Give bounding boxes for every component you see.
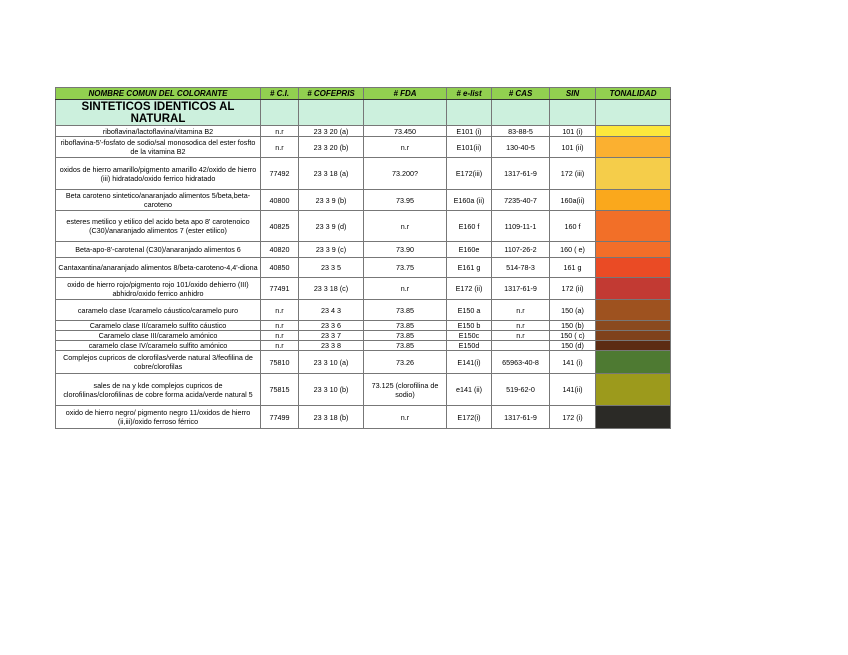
table-row [56,341,671,351]
sin-cell: 150 (d) [550,341,596,351]
sin-cell: 150 (a) [550,300,596,321]
cas-cell [492,341,550,351]
table-row [56,406,671,429]
fda-cell: 73.85 [364,321,447,331]
sin-cell: 172 (i) [550,406,596,429]
col-header-cas: # CAS [492,88,550,100]
tonalidad-swatch [596,258,671,278]
elist-cell: E161 g [447,258,492,278]
cas-cell: 7235-40-7 [492,190,550,211]
ci-cell: 75815 [261,374,299,406]
sin-cell: 160 ( e) [550,242,596,258]
cofepris-cell: 23 3 6 [299,321,364,331]
cofepris-cell: 23 3 9 (c) [299,242,364,258]
cofepris-cell: 23 3 8 [299,341,364,351]
cas-cell: 65963-40-8 [492,351,550,374]
elist-cell: E172(i) [447,406,492,429]
tonalidad-swatch [596,374,671,406]
cofepris-cell: 23 3 18 (b) [299,406,364,429]
cofepris-cell: 23 3 9 (b) [299,190,364,211]
colorant-name-cell: riboflavina/lactoflavina/vitamina B2 [56,126,261,137]
cofepris-cell: 23 3 10 (a) [299,351,364,374]
ci-cell: 40825 [261,211,299,242]
table-row [56,137,671,158]
elist-cell: E150 b [447,321,492,331]
colorant-name-cell: riboflavina-5'-fosfato de sodio/sal monosodica del ester fosfto de la vitamina B2 [56,137,261,158]
fda-cell: 73.85 [364,341,447,351]
col-header-cofepris: # COFEPRIS [299,88,364,100]
colorant-name-cell: Caramelo clase II/caramelo sulfito cáustico [56,321,261,331]
colorant-name-cell: Beta-apo-8'-carotenal (C30)/anaranjado alimentos 6 [56,242,261,258]
sin-cell: 172 (iii) [550,158,596,190]
tonalidad-swatch [596,158,671,190]
sin-cell: 101 (i) [550,126,596,137]
tonalidad-swatch [596,341,671,351]
cas-cell: n.r [492,331,550,341]
col-header-sin: SIN [550,88,596,100]
elist-cell: E141(i) [447,351,492,374]
fda-cell: 73.85 [364,300,447,321]
colorant-name-cell: oxidos de hierro amarillo/pigmento amarillo 42/oxido de hierro (iii) hidratado/oxido ferrico hidratado [56,158,261,190]
cas-cell: 1317-61-9 [492,158,550,190]
table-row [56,331,671,341]
ci-cell: 40820 [261,242,299,258]
colorant-name-cell: Complejos cupricos de clorofilas/verde natural 3/feofilina de cobre/clorofilas [56,351,261,374]
header-row [56,88,671,100]
sin-cell: 160 f [550,211,596,242]
col-header-fda: # FDA [364,88,447,100]
ci-cell: 77499 [261,406,299,429]
tonalidad-swatch [596,406,671,429]
ci-cell: n.r [261,137,299,158]
table-row [56,126,671,137]
cofepris-cell: 23 4 3 [299,300,364,321]
cas-cell: 130-40-5 [492,137,550,158]
group-title: SINTETICOS IDENTICOS AL NATURAL [56,100,261,126]
elist-cell: E150d [447,341,492,351]
sin-cell: 160a(ii) [550,190,596,211]
fda-cell: 73.95 [364,190,447,211]
table-row [56,300,671,321]
tonalidad-swatch [596,126,671,137]
colorant-name-cell: oxido de hierro negro/ pigmento negro 11/oxidos de hierro (ii,iii)/oxido ferroso férrico [56,406,261,429]
elist-cell: E150 a [447,300,492,321]
cas-cell: 519-62-0 [492,374,550,406]
tonalidad-swatch [596,331,671,341]
ci-cell: n.r [261,331,299,341]
elist-cell: E160 f [447,211,492,242]
colorant-name-cell: Caramelo clase III/caramelo amónico [56,331,261,341]
fda-cell: n.r [364,211,447,242]
sin-cell: 161 g [550,258,596,278]
colorants-table [55,87,671,429]
colorant-name-cell: caramelo clase I/caramelo cáustico/caramelo puro [56,300,261,321]
tonalidad-swatch [596,278,671,300]
table-row [56,211,671,242]
fda-cell: 73.125 (clorofilina de sodio) [364,374,447,406]
table-row [56,374,671,406]
fda-cell: 73.450 [364,126,447,137]
group-row [56,100,671,126]
colorant-name-cell: Cantaxantina/anaranjado alimentos 8/beta-caroteno-4,4'-diona [56,258,261,278]
colorant-name-cell: Beta caroteno sintetico/anaranjado alimentos 5/beta,beta-caroteno [56,190,261,211]
ci-cell: n.r [261,300,299,321]
ci-cell: 77491 [261,278,299,300]
tonalidad-swatch [596,190,671,211]
cas-cell: 1317-61-9 [492,278,550,300]
cas-cell: 514-78-3 [492,258,550,278]
colorant-name-cell: esteres metilico y etilico del acido beta apo 8' carotenoico (C30)/anaranjado alimentos 7 (ester etilico) [56,211,261,242]
sin-cell: 150 (b) [550,321,596,331]
elist-cell: e141 (ii) [447,374,492,406]
ci-cell: n.r [261,341,299,351]
elist-cell: E101(ii) [447,137,492,158]
ci-cell: n.r [261,321,299,331]
elist-cell: E172(iii) [447,158,492,190]
elist-cell: E101 (i) [447,126,492,137]
cofepris-cell: 23 3 18 (a) [299,158,364,190]
ci-cell: 75810 [261,351,299,374]
col-header-name: NOMBRE COMUN DEL COLORANTE [56,88,261,100]
elist-cell: E172 (ii) [447,278,492,300]
col-header-ci: # C.I. [261,88,299,100]
cofepris-cell: 23 3 9 (d) [299,211,364,242]
sin-cell: 101 (ii) [550,137,596,158]
sin-cell: 141(ii) [550,374,596,406]
table-row [56,351,671,374]
tonalidad-swatch [596,321,671,331]
col-header-tonalidad: TONALIDAD [596,88,671,100]
tonalidad-swatch [596,211,671,242]
fda-cell: 73.90 [364,242,447,258]
cofepris-cell: 23 3 10 (b) [299,374,364,406]
cas-cell: 83-88-5 [492,126,550,137]
tonalidad-swatch [596,351,671,374]
colorant-name-cell: caramelo clase IV/caramelo sulfito amónico [56,341,261,351]
elist-cell: E160a (ii) [447,190,492,211]
cas-cell: 1109-11-1 [492,211,550,242]
elist-cell: E160e [447,242,492,258]
tonalidad-swatch [596,137,671,158]
table-row [56,190,671,211]
cas-cell: 1317-61-9 [492,406,550,429]
cofepris-cell: 23 3 20 (b) [299,137,364,158]
col-header-elist: # e-list [447,88,492,100]
colorant-name-cell: sales de na y kde complejos cupricos de clorofilinas/clorofilinas de cobre forma acida/verde natural 5 [56,374,261,406]
ci-cell: 40800 [261,190,299,211]
cofepris-cell: 23 3 7 [299,331,364,341]
cas-cell: n.r [492,321,550,331]
cas-cell: n.r [492,300,550,321]
tonalidad-swatch [596,300,671,321]
ci-cell: 40850 [261,258,299,278]
fda-cell: n.r [364,406,447,429]
ci-cell: n.r [261,126,299,137]
cofepris-cell: 23 3 18 (c) [299,278,364,300]
ci-cell: 77492 [261,158,299,190]
cofepris-cell: 23 3 5 [299,258,364,278]
tonalidad-swatch [596,242,671,258]
table-row [56,158,671,190]
cas-cell: 1107-26-2 [492,242,550,258]
sin-cell: 141 (i) [550,351,596,374]
fda-cell: 73.85 [364,331,447,341]
table-row [56,258,671,278]
elist-cell: E150c [447,331,492,341]
fda-cell: n.r [364,137,447,158]
fda-cell: 73.26 [364,351,447,374]
table-row [56,242,671,258]
cofepris-cell: 23 3 20 (a) [299,126,364,137]
fda-cell: 73.200? [364,158,447,190]
sin-cell: 172 (ii) [550,278,596,300]
table-row [56,321,671,331]
colorant-name-cell: oxido de hierro rojo/pigmento rojo 101/oxido dehierro (III) abhidro/oxido ferrico anhidro [56,278,261,300]
table-row [56,278,671,300]
sin-cell: 150 ( c) [550,331,596,341]
fda-cell: 73.75 [364,258,447,278]
fda-cell: n.r [364,278,447,300]
